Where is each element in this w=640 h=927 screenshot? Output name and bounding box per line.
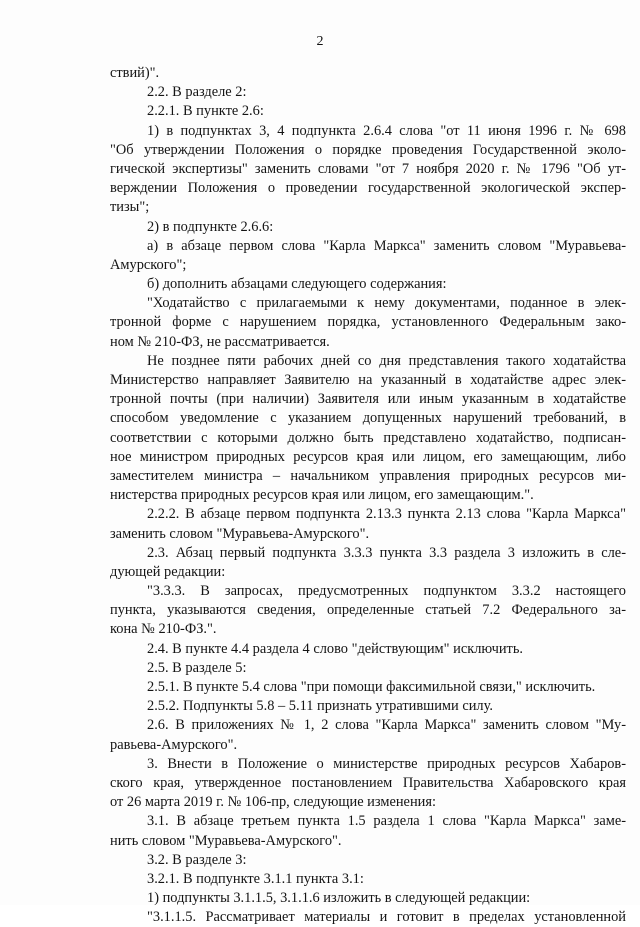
text-line: дующей редакции: [110, 563, 226, 580]
text-line: верждении Положения о проведении государственной экологической экспер- [110, 180, 626, 197]
text-line: нистерства природных ресурсов края или лицом, его замещающим.". [110, 487, 534, 504]
document-body [110, 64, 626, 927]
text-line: заместителем министра – начальником управления природных ресурсов ми- [110, 467, 626, 484]
text-line: соответствии с которыми должно быть представлено ходатайство, подписан- [110, 429, 626, 446]
text-line: Амурского"; [110, 256, 187, 273]
text-line: равьева-Амурского". [110, 736, 238, 753]
text-line: "Ходатайство с прилагаемыми к нему документами, поданное в элек- [147, 295, 626, 312]
text-line: 2.5.2. Подпункты 5.8 – 5.11 признать утратившими силу. [147, 698, 493, 715]
text-line: 2.4. В пункте 4.4 раздела 4 слово "действующим" исключить. [147, 640, 523, 657]
text-line: 2.5. В разделе 5: [147, 659, 247, 676]
text-line: 2.5.1. В пункте 5.4 слова "при помощи факсимильной связи," исключить. [147, 679, 596, 695]
text-line: 3.2. В разделе 3: [147, 851, 247, 868]
text-line: 2.6. В приложениях № 1, 2 слова "Карла Маркса" заменить словом "Му- [147, 717, 626, 734]
text-line: гической экспертизы" заменить словами "от 7 ноября 2020 г. № 1796 "Об ут- [110, 160, 626, 177]
text-line: 2.2. В разделе 2: [147, 84, 247, 101]
text-line: кона № 210-ФЗ.". [110, 621, 217, 638]
text-line: а) в абзаце первом слова "Карла Маркса" заменить словом "Муравьева- [147, 237, 626, 254]
text-line: ное министром природных ресурсов края или лицом, его замещающим, либо [110, 448, 626, 465]
text-line: 1) подпункты 3.1.1.5, 3.1.1.6 изложить в следующей редакции: [147, 890, 531, 907]
text-line: "3.3.3. В запросах, предусмотренных подпунктом 3.3.2 настоящего [147, 583, 626, 600]
text-line: 1) в подпунктах 3, 4 подпункта 2.6.4 слова "от 11 июня 1996 г. № 698 [147, 122, 626, 139]
text-line: нить словом "Муравьева-Амурского". [110, 832, 342, 849]
text-line: Не позднее пяти рабочих дней со дня представления такого ходатайства [147, 352, 626, 369]
text-line: "3.1.1.5. Рассматривает материалы и готовит в пределах установленной [147, 909, 626, 926]
page-number: 2 [316, 34, 324, 49]
text-line: от 26 марта 2019 г. № 106-пр, следующие изменения: [110, 794, 436, 811]
text-line: 2.2.2. В абзаце первом подпункта 2.13.3 пункта 2.13 слова "Карла Маркса" [147, 506, 626, 523]
text-line: пункта, указываются сведения, определенные статьей 7.2 Федерального за- [110, 602, 626, 619]
text-line: тизы"; [110, 199, 150, 216]
text-line: 3.1. В абзаце третьем пункта 1.5 раздела 1 слова "Карла Маркса" заме- [147, 813, 626, 830]
text-line: заменить словом "Муравьева-Амурского". [110, 525, 370, 542]
text-line: 2.3. Абзац первый подпункта 3.3.3 пункта 3.3 раздела 3 изложить в сле- [147, 544, 626, 561]
text-line: ствий)". [110, 65, 160, 81]
text-line: Министерство направляет Заявителю на указанный в ходатайстве адрес элек- [110, 372, 626, 388]
text-line: тронной почты (при наличии) Заявителя или иным указанным в ходатайстве [110, 391, 626, 408]
text-line: "Об утверждении Положения о порядке проведения Государственной эколо- [110, 141, 626, 158]
text-line: 2) в подпункте 2.6.6: [147, 218, 274, 235]
text-line: 3. Внести в Положение о министерстве природных ресурсов Хабаров- [147, 755, 626, 772]
text-line: ского края, утвержденное постановлением Правительства Хабаровского края [110, 774, 626, 791]
text-line: б) дополнить абзацами следующего содержания: [147, 276, 447, 293]
text-line: 2.2.1. В пункте 2.6: [147, 103, 264, 120]
text-line: 3.2.1. В подпункте 3.1.1 пункта 3.1: [147, 870, 364, 887]
text-line: ном № 210-ФЗ, не рассматривается. [110, 333, 330, 350]
text-line: способом уведомление с указанием допущенных нарушений требований, в [110, 410, 626, 427]
text-line: тронной форме с нарушением порядка, установленного Федеральным зако- [110, 314, 626, 331]
